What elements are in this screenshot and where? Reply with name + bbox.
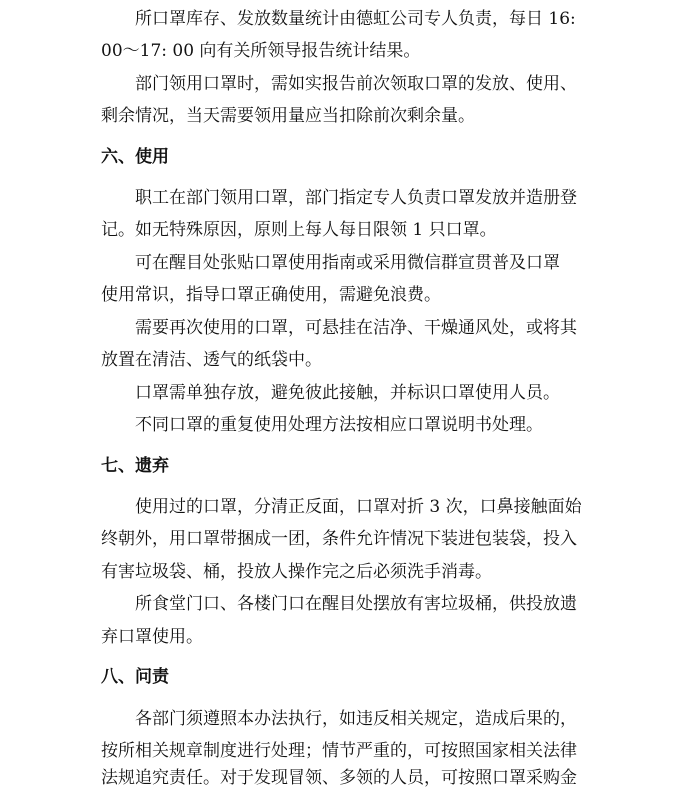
s8-p1-line2: 按所相关规章制度进行处理；情节严重的，可按照国家相关法律	[101, 741, 577, 761]
s8-p1-line1: 各部门须遵照本办法执行，如违反相关规定，造成后果的，	[135, 709, 577, 729]
s6-p5-line1: 不同口罩的重复使用处理方法按相应口罩说明书处理。	[135, 415, 543, 435]
s5-p1-line1: 所口罩库存、发放数量统计由德虹公司专人负责，每日 16:	[135, 9, 576, 29]
s7-p1-line2: 终朝外，用口罩带捆成一团，条件允许情况下装进包装袋，投入	[101, 529, 577, 549]
section-heading-disposal: 七、遗弃	[101, 456, 169, 476]
s6-p3-line2: 放置在清洁、透气的纸袋中。	[101, 350, 322, 370]
s6-p2-line2: 使用常识，指导口罩正确使用，需避免浪费。	[101, 285, 441, 305]
s5-p2-line1: 部门领用口罩时，需如实报告前次领取口罩的发放、使用、	[135, 74, 577, 94]
s7-p2-line2: 弃口罩使用。	[101, 627, 203, 647]
s7-p2-line1: 所食堂门口、各楼门口在醒目处摆放有害垃圾桶，供投放遗	[135, 594, 577, 614]
section-heading-usage: 六、使用	[101, 147, 169, 167]
s6-p1-line1: 职工在部门领用口罩，部门指定专人负责口罩发放并造册登	[135, 188, 577, 208]
s6-p2-line1: 可在醒目处张贴口罩使用指南或采用微信群宣贯普及口罩	[135, 253, 560, 273]
s7-p1-line3: 有害垃圾袋、桶，投放人操作完之后必须洗手消毒。	[101, 562, 492, 582]
s7-p1-line1: 使用过的口罩，分清正反面，口罩对折 3 次，口鼻接触面始	[135, 497, 582, 517]
s6-p4-line1: 口罩需单独存放，避免彼此接触，并标识口罩使用人员。	[135, 383, 560, 403]
s6-p1-line2: 记。如无特殊原因，原则上每人每日限领 1 只口罩。	[101, 220, 497, 240]
section-heading-accountability: 八、问责	[101, 667, 169, 687]
s8-p1-line3: 法规追究责任。对于发现冒领、多领的人员，可按照口罩采购金	[101, 768, 577, 788]
s6-p3-line1: 需要再次使用的口罩，可悬挂在洁净、干燥通风处，或将其	[135, 318, 577, 338]
s5-p1-line2: 00～17: 00 向有关所领导报告统计结果。	[101, 41, 421, 61]
s5-p2-line2: 剩余情况，当天需要领用量应当扣除前次剩余量。	[101, 106, 475, 126]
